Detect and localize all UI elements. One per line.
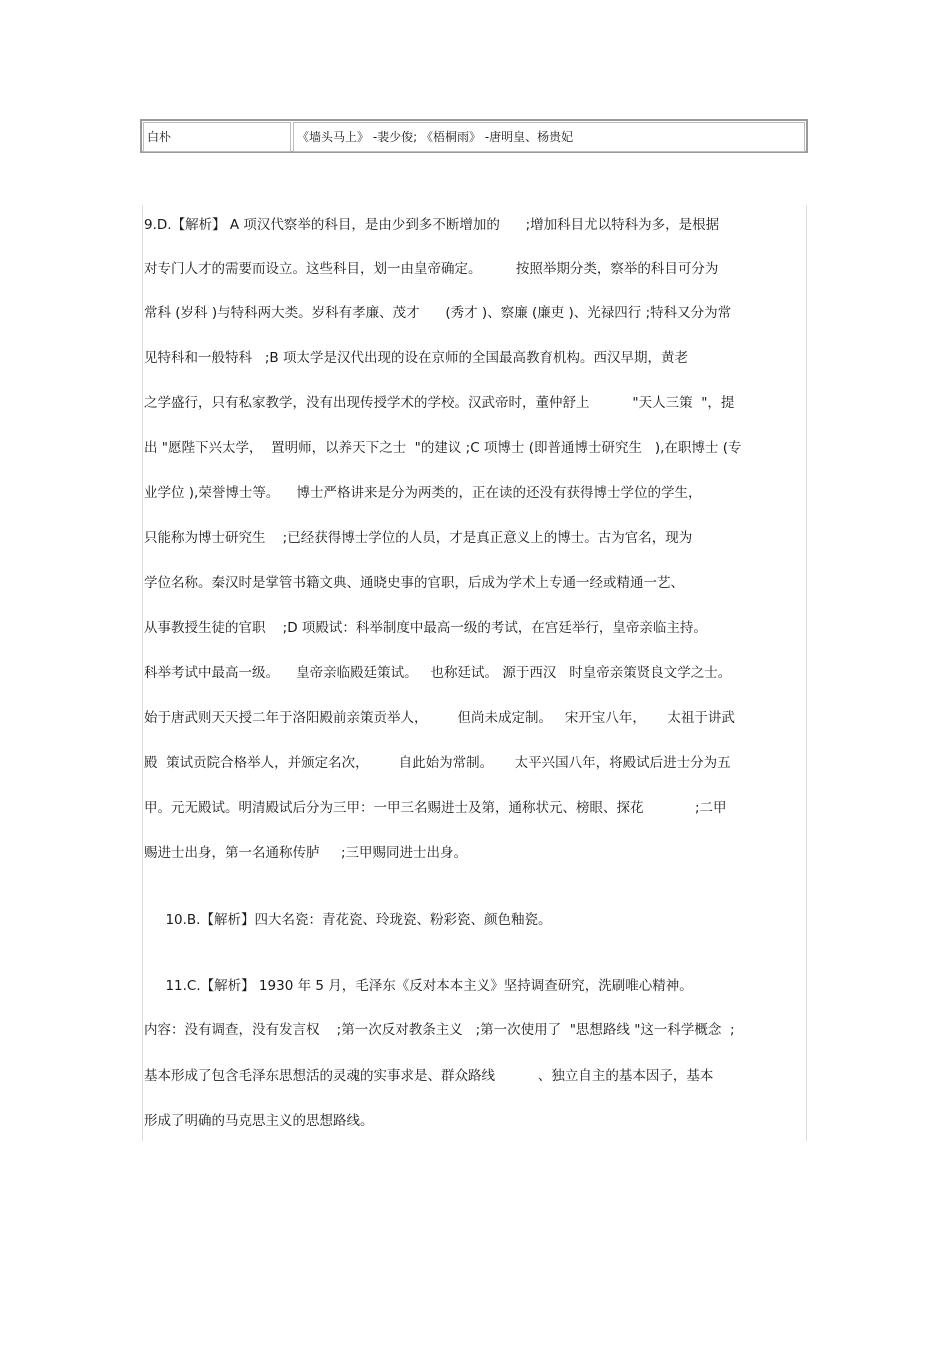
text-line: 甲。元无殿试。明清殿试后分为三甲：一甲三名赐进士及第，通称状元、榜眼、探花 ;二甲 [144, 800, 727, 816]
text-line: 基本形成了包含毛泽东思想活的灵魂的实事求是、群众路线 、独立自主的基本因子，基本 [144, 1068, 714, 1084]
text-line: 从事教授生徒的官职 ;D 项殿试：科举制度中最高一级的考试，在宫廷举行，皇帝亲临主持。 [144, 620, 707, 636]
text-line: 常科 (岁科 )与特科两大类。岁科有孝廉、茂才 (秀才 )、察廉 (廉吏 )、光禄四行 ;特科又分为常 [144, 305, 732, 321]
text-line: 科举考试中最高一级。 皇帝亲临殿廷策试。 也称廷试。 源于西汉 时皇帝亲策贤良文学之士。 [144, 665, 732, 681]
text-line: 殿 策试贡院合格举人，并颁定名次， 自此始为常制。 太平兴国八年，将殿试后进士分为五 [144, 755, 731, 771]
text-line: 9.D.【解析】 A 项汉代察举的科目，是由少到多不断增加的 ;增加科目尤以特科为多，是根据 [144, 217, 720, 233]
text-line: 内容：没有调查，没有发言权 ;第一次反对教条主义 ;第一次使用了 "思想路线 "这一科学概念 ; [144, 1022, 735, 1038]
text-line: 学位名称。秦汉时是掌管书籍文典、通晓史事的官职，后成为学术上专通一经或精通一艺、 [144, 575, 684, 591]
author-works-table [140, 119, 808, 153]
table-cell-works: 《墙头马上》 -裴少俊; 《梧桐雨》 -唐明皇、杨贵妃 [293, 122, 805, 152]
text-line: 出 "愿陛下兴太学， 置明师，以养天下之士 "的建议 ;C 项博士 (即普通博士研究生 ),在职博士 (专 [144, 440, 742, 456]
table-cell-author: 白朴 [143, 122, 291, 152]
text-line: 业学位 ),荣誉博士等。 博士严格讲来是分为两类的，正在读的还没有获得博士学位的学生， [144, 485, 702, 501]
text-line: 对专门人才的需要而设立。这些科目，划一由皇帝确定。 按照举期分类，察举的科目可分为 [144, 261, 719, 277]
text-line: 11.C.【解析】 1930 年 5 月，毛泽东《反对本本主义》坚持调查研究，洗刷唯心精神。 [144, 978, 693, 994]
text-line: 只能称为博士研究生 ;已经获得博士学位的人员，才是真正意义上的博士。古为官名，现为 [144, 530, 693, 546]
left-border-rule [142, 205, 143, 1141]
text-line: 始于唐武则天天授二年于洛阳殿前亲策贡举人， 但尚未成定制。 宋开宝八年， 太祖于讲武 [144, 710, 735, 726]
text-line: 10.B.【解析】四大名瓷：青花瓷、玲珑瓷、粉彩瓷、颜色釉瓷。 [144, 912, 552, 928]
text-line: 形成了明确的马克思主义的思想路线。 [144, 1113, 374, 1129]
text-line: 赐进士出身，第一名通称传胪 ;三甲赐同进士出身。 [144, 845, 468, 861]
text-line: 之学盛行，只有私家教学，没有出现传授学术的学校。汉武帝时，董仲舒上 "天人三策 "，提 [144, 395, 735, 411]
text-line: 见特科和一般特科 ;B 项太学是汉代出现的设在京师的全国最高教育机构。西汉早期，黄老 [144, 350, 688, 366]
